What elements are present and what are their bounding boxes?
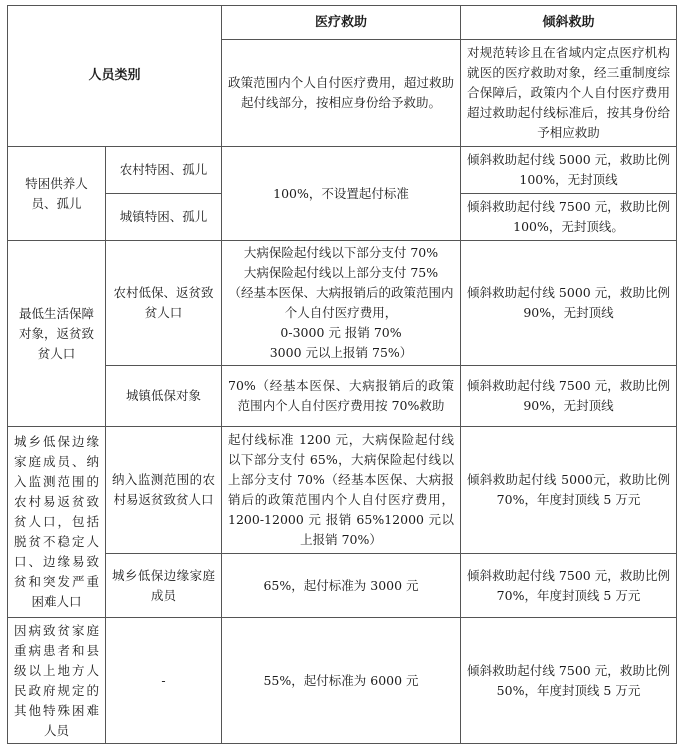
subcategory-marginal-family: 城乡低保边缘家庭成员	[106, 554, 222, 618]
subcategory-urban-dibao: 城镇低保对象	[106, 366, 222, 427]
tilt-urban-dibao: 倾斜救助起付线 7500 元，救助比例 90%，无封顶线	[461, 366, 677, 427]
subcategory-dabing: -	[106, 618, 222, 744]
medical-relief-description: 政策范围内个人自付医疗费用，超过救助起付线部分，按相应身份给予救助。	[222, 40, 461, 147]
category-header: 人员类别	[8, 6, 222, 147]
medical-tekun: 100%，不设置起付标准	[222, 147, 461, 241]
subcategory-rural-dibao: 农村低保、返贫致贫人口	[106, 241, 222, 366]
medical-line: 大病保险起付线以下部分支付 70%	[243, 245, 439, 260]
medical-marginal-family: 65%，起付标准为 3000 元	[222, 554, 461, 618]
medical-line: 3000 元以上报销 75%）	[269, 345, 413, 360]
category-dibao: 最低生活保障对象，返贫致贫人口	[8, 241, 106, 427]
tilt-marginal-family: 倾斜救助起付线 7500 元，救助比例 70%，年度封顶线 5 万元	[461, 554, 677, 618]
medical-rural-dibao	[222, 241, 461, 366]
medical-monitored-rural: 起付线标准 1200 元，大病保险起付线以下部分支付 65%，大病保险起付线以上部分支付 70%（经基本医保、大病报销后的政策范围内个人自付医疗费用，1200-12000 元 报销 65%12000 元以上报销 70%）	[222, 427, 461, 554]
medical-dabing: 55%，起付标准为 6000 元	[222, 618, 461, 744]
tilt-urban-tekun: 倾斜救助起付线 7500 元，救助比例 100%，无封顶线。	[461, 194, 677, 241]
tilt-relief-description: 对规范转诊且在省域内定点医疗机构就医的医疗救助对象，经三重制度综合保障后，政策内个人自付医疗费用超过救助起付线标准后，按其身份给予相应救助	[461, 40, 677, 147]
tilt-rural-dibao: 倾斜救助起付线 5000 元，救助比例 90%，无封顶线	[461, 241, 677, 366]
category-tekun: 特困供养人员、孤儿	[8, 147, 106, 241]
subcategory-urban-tekun: 城镇特困、孤儿	[106, 194, 222, 241]
medical-line: 0-3000 元 报销 70%	[280, 325, 402, 340]
relief-policy-table	[7, 5, 677, 744]
tilt-rural-tekun: 倾斜救助起付线 5000 元，救助比例 100%，无封顶线	[461, 147, 677, 194]
medical-line: （经基本医保、大病报销后的政策范围内个人自付医疗费用，	[228, 285, 454, 320]
category-dabing: 因病致贫家庭重病患者和县级以上地方人民政府规定的其他特殊困难人员	[8, 618, 106, 744]
category-bianyuan: 城乡低保边缘家庭成员、纳入监测范围的农村易返贫致贫人口，包括脱贫不稳定人口、边缘易致贫和突发严重困难人口	[8, 427, 106, 618]
medical-urban-dibao: 70%（经基本医保、大病报销后的政策范围内个人自付医疗费用按 70%救助	[222, 366, 461, 427]
subcategory-monitored-rural: 纳入监测范围的农村易返贫致贫人口	[106, 427, 222, 554]
medical-line: 大病保险起付线以上部分支付 75%	[243, 265, 439, 280]
tilt-monitored-rural: 倾斜救助起付线 5000元，救助比例 70%，年度封顶线 5 万元	[461, 427, 677, 554]
tilt-dabing: 倾斜救助起付线 7500 元，救助比例 50%，年度封顶线 5 万元	[461, 618, 677, 744]
medical-relief-header: 医疗救助	[222, 6, 461, 40]
tilt-relief-header: 倾斜救助	[461, 6, 677, 40]
subcategory-rural-tekun: 农村特困、孤儿	[106, 147, 222, 194]
